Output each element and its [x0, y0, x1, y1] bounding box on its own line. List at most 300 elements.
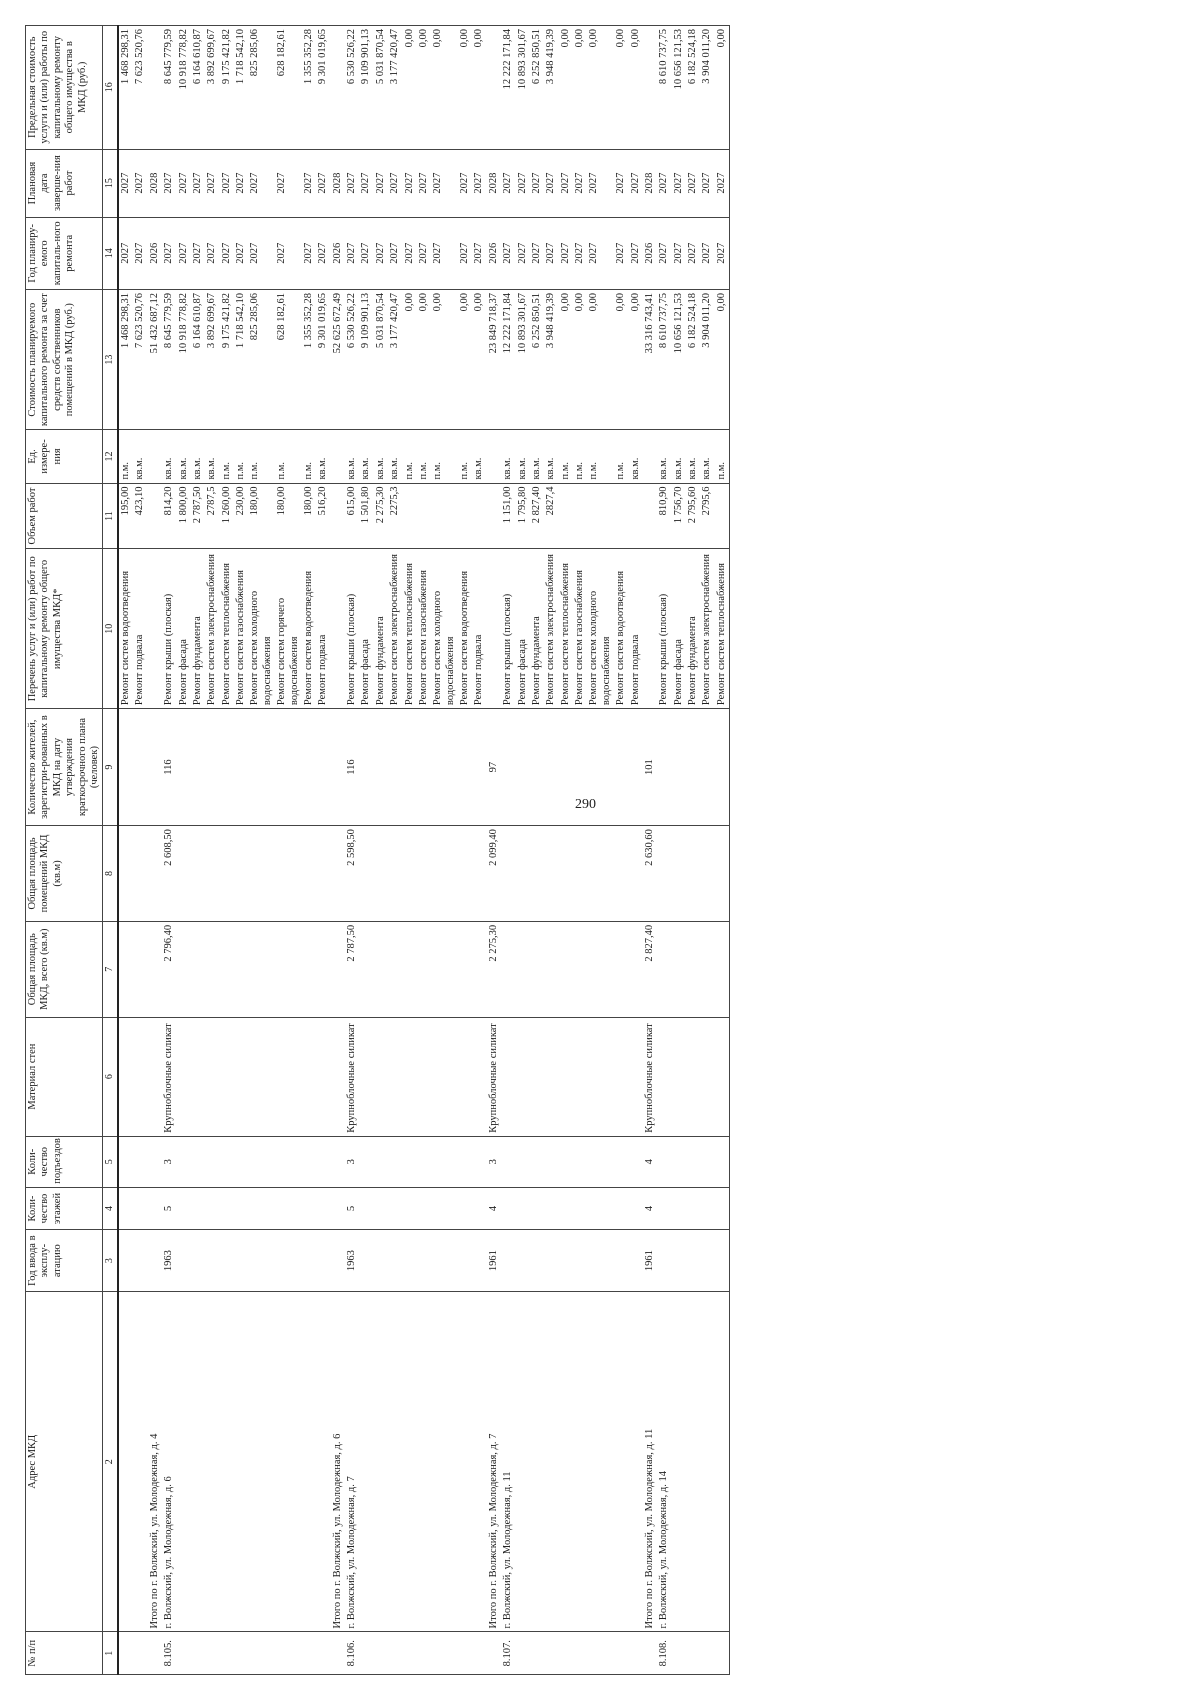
cell-max-cost: 0,00 — [559, 26, 573, 150]
cell-floors — [629, 1187, 643, 1230]
cell-completion-year: 2027 — [345, 149, 359, 217]
cell-max-cost: 6 252 850,51 — [530, 26, 544, 150]
cell-floors — [614, 1187, 628, 1230]
table-row — [458, 26, 472, 1675]
cell-floors — [516, 1187, 530, 1230]
cell-residents — [614, 709, 628, 826]
cell-premises-area: 2 598,50 — [345, 826, 359, 922]
cell-repair-year: 2027 — [501, 217, 515, 289]
cell-work-type: Ремонт систем теплоснабжения — [220, 549, 234, 709]
cell-premises-area — [302, 826, 316, 922]
cell-work-volume: 1 501,80 — [359, 483, 373, 549]
cell-residents — [316, 709, 330, 826]
cell-floors — [148, 1187, 162, 1230]
table-row — [302, 26, 316, 1675]
cell-entrances — [672, 1136, 686, 1187]
cell-work-volume: 2787,5 — [205, 483, 219, 549]
cell-work-volume: 2 827,40 — [530, 483, 544, 549]
cell-repair-year: 2027 — [359, 217, 373, 289]
cell-address — [472, 1292, 486, 1632]
cell-unit: кв.м. — [177, 430, 191, 483]
cell-unit: кв.м. — [472, 430, 486, 483]
cell-planned-cost: 9 301 019,65 — [316, 289, 330, 429]
cell-total-area — [148, 921, 162, 1017]
col-header-12: Ед. измере-ния — [26, 430, 103, 483]
table-row — [388, 26, 402, 1675]
cell-repair-year: 2027 — [657, 217, 671, 289]
cell-unit: кв.м. — [530, 430, 544, 483]
cell-work-volume — [487, 483, 501, 549]
cell-work-type: Ремонт фундамента — [686, 549, 700, 709]
cell-address — [133, 1292, 147, 1632]
cell-address — [516, 1292, 530, 1632]
cell-premises-area — [388, 826, 402, 922]
cell-completion-year: 2028 — [487, 149, 501, 217]
cell-wall-material — [544, 1017, 558, 1136]
cell-completion-year: 2027 — [657, 149, 671, 217]
cell-floors — [417, 1187, 431, 1230]
cell-wall-material — [501, 1017, 515, 1136]
cell-max-cost: 5 031 870,54 — [374, 26, 388, 150]
cell-completion-year: 2027 — [417, 149, 431, 217]
cell-max-cost: 12 222 171,84 — [501, 26, 515, 150]
cell-premises-area — [559, 826, 573, 922]
cell-entrances — [359, 1136, 373, 1187]
cell-work-type: Ремонт фасада — [177, 549, 191, 709]
cell-work-type: Ремонт систем электроснабжения — [544, 549, 558, 709]
cell-repair-year: 2027 — [248, 217, 275, 289]
cell-address — [388, 1292, 402, 1632]
cell-planned-cost: 1 718 542,10 — [234, 289, 248, 429]
cell-floors — [657, 1187, 671, 1230]
cell-planned-cost: 0,00 — [559, 289, 573, 429]
col-number: 11 — [103, 483, 118, 549]
cell-floors — [302, 1187, 316, 1230]
cell-row-number — [302, 1632, 316, 1675]
cell-completion-year: 2027 — [614, 149, 628, 217]
cell-total-area — [302, 921, 316, 1017]
table-row — [248, 26, 275, 1675]
cell-repair-year: 2027 — [177, 217, 191, 289]
cell-premises-area — [191, 826, 205, 922]
cell-residents — [205, 709, 219, 826]
cell-year-built: 1961 — [643, 1230, 657, 1292]
cell-address — [417, 1292, 431, 1632]
cell-year-built — [302, 1230, 316, 1292]
cell-planned-cost: 6 530 526,22 — [345, 289, 359, 429]
cell-year-built — [686, 1230, 700, 1292]
cell-entrances — [530, 1136, 544, 1187]
column-number-row — [103, 26, 118, 1675]
cell-entrances — [501, 1136, 515, 1187]
cell-unit: п.м. — [587, 430, 614, 483]
cell-total-area — [458, 921, 472, 1017]
cell-entrances — [657, 1136, 671, 1187]
cell-work-volume — [573, 483, 587, 549]
cell-max-cost: 8 610 737,75 — [657, 26, 671, 150]
cell-completion-year: 2027 — [248, 149, 275, 217]
cell-premises-area — [374, 826, 388, 922]
cell-planned-cost: 7 623 520,76 — [133, 289, 147, 429]
cell-entrances — [148, 1136, 162, 1187]
cell-entrances — [516, 1136, 530, 1187]
cell-row-number — [643, 1632, 657, 1675]
cell-max-cost: 3 892 699,67 — [205, 26, 219, 150]
cell-floors — [316, 1187, 330, 1230]
col-header-5: Коли-чество подъездов — [26, 1136, 103, 1187]
cell-work-type — [487, 549, 501, 709]
cell-work-volume: 2 795,60 — [686, 483, 700, 549]
cell-entrances — [559, 1136, 573, 1187]
cell-row-number: 8.105. — [162, 1632, 176, 1675]
cell-row-number — [516, 1632, 530, 1675]
cell-unit: кв.м. — [374, 430, 388, 483]
cell-work-type: Ремонт систем водоотведения — [302, 549, 316, 709]
cell-year-built — [672, 1230, 686, 1292]
cell-residents: 101 — [643, 709, 657, 826]
cell-wall-material: Крупноблочные силикат — [487, 1017, 501, 1136]
cell-premises-area — [530, 826, 544, 922]
cell-year-built — [516, 1230, 530, 1292]
cell-premises-area — [629, 826, 643, 922]
cell-completion-year: 2027 — [559, 149, 573, 217]
cell-floors — [331, 1187, 345, 1230]
table-body — [118, 26, 730, 1675]
cell-row-number — [316, 1632, 330, 1675]
cell-max-cost: 0,00 — [629, 26, 643, 150]
cell-entrances — [544, 1136, 558, 1187]
cell-completion-year: 2027 — [686, 149, 700, 217]
cell-wall-material: Крупноблочные силикат — [643, 1017, 657, 1136]
cell-row-number — [118, 1632, 133, 1675]
cell-year-built — [530, 1230, 544, 1292]
cell-floors — [359, 1187, 373, 1230]
cell-total-area — [501, 921, 515, 1017]
cell-address: г. Волжский, ул. Молодежная, д. 14 — [657, 1292, 671, 1632]
table-row — [530, 26, 544, 1675]
cell-total-area — [403, 921, 417, 1017]
cell-year-built — [205, 1230, 219, 1292]
cell-unit: кв.м. — [191, 430, 205, 483]
cell-work-type: Ремонт фундамента — [191, 549, 205, 709]
cell-residents — [559, 709, 573, 826]
col-number: 6 — [103, 1017, 118, 1136]
table-row — [587, 26, 614, 1675]
cell-repair-year: 2027 — [220, 217, 234, 289]
cell-year-built — [177, 1230, 191, 1292]
cell-entrances — [302, 1136, 316, 1187]
cell-work-volume: 1 260,00 — [220, 483, 234, 549]
cell-repair-year: 2027 — [275, 217, 302, 289]
cell-residents: 116 — [162, 709, 176, 826]
cell-repair-year: 2027 — [715, 217, 730, 289]
cell-work-volume: 1 756,70 — [672, 483, 686, 549]
cell-floors: 5 — [345, 1187, 359, 1230]
cell-entrances — [629, 1136, 643, 1187]
cell-work-type: Ремонт систем горячего водоснабжения — [275, 549, 302, 709]
cell-address: г. Волжский, ул. Молодежная, д. 11 — [501, 1292, 515, 1632]
cell-premises-area — [501, 826, 515, 922]
cell-premises-area — [657, 826, 671, 922]
cell-wall-material — [316, 1017, 330, 1136]
col-number: 8 — [103, 826, 118, 922]
cell-entrances — [417, 1136, 431, 1187]
table-row — [672, 26, 686, 1675]
cell-address — [587, 1292, 614, 1632]
cell-repair-year: 2027 — [516, 217, 530, 289]
col-header-1: № п/п — [26, 1632, 103, 1675]
cell-wall-material — [417, 1017, 431, 1136]
cell-repair-year: 2026 — [487, 217, 501, 289]
cell-repair-year: 2027 — [118, 217, 133, 289]
cell-unit: п.м. — [234, 430, 248, 483]
cell-total-area: 2 275,30 — [487, 921, 501, 1017]
cell-address — [530, 1292, 544, 1632]
cell-address: Итого по г. Волжский, ул. Молодежная, д. 4 — [148, 1292, 162, 1632]
cell-year-built — [133, 1230, 147, 1292]
total-row — [331, 26, 345, 1675]
cell-planned-cost: 0,00 — [472, 289, 486, 429]
cell-total-area — [657, 921, 671, 1017]
cell-wall-material — [148, 1017, 162, 1136]
cell-residents — [700, 709, 714, 826]
cell-wall-material: Крупноблочные силикат — [345, 1017, 359, 1136]
table-row — [700, 26, 714, 1675]
table-row — [657, 26, 671, 1675]
cell-year-built — [316, 1230, 330, 1292]
cell-address — [359, 1292, 373, 1632]
cell-work-volume: 814,20 — [162, 483, 176, 549]
cell-max-cost: 3 904 011,20 — [700, 26, 714, 150]
cell-planned-cost: 5 031 870,54 — [374, 289, 388, 429]
cell-floors — [587, 1187, 614, 1230]
cell-address: Итого по г. Волжский, ул. Молодежная, д. 7 — [487, 1292, 501, 1632]
cell-residents — [458, 709, 472, 826]
cell-entrances — [388, 1136, 402, 1187]
cell-row-number — [331, 1632, 345, 1675]
cell-wall-material — [177, 1017, 191, 1136]
col-header-13: Стоимость планируемого капитального ремонта за счет средств собственников помещений в МКД (руб.) — [26, 289, 103, 429]
cell-work-volume — [559, 483, 573, 549]
cell-planned-cost: 33 316 743,41 — [643, 289, 657, 429]
cell-work-type: Ремонт подвала — [133, 549, 147, 709]
cell-completion-year: 2027 — [458, 149, 472, 217]
cell-floors — [234, 1187, 248, 1230]
cell-year-built — [587, 1230, 614, 1292]
cell-unit: п.м. — [614, 430, 628, 483]
cell-premises-area — [431, 826, 458, 922]
cell-total-area — [544, 921, 558, 1017]
cell-year-built: 1963 — [345, 1230, 359, 1292]
col-header-16: Предельная стоимость услуги и (или) работы по капитальному ремонту общего имущества в МКД (руб.) — [26, 26, 103, 150]
cell-repair-year: 2027 — [431, 217, 458, 289]
cell-residents — [530, 709, 544, 826]
cell-entrances — [234, 1136, 248, 1187]
cell-entrances — [133, 1136, 147, 1187]
cell-planned-cost: 8 645 779,59 — [162, 289, 176, 429]
cell-work-type: Ремонт фасада — [359, 549, 373, 709]
cell-premises-area — [205, 826, 219, 922]
cell-work-type: Ремонт фасада — [672, 549, 686, 709]
col-number: 16 — [103, 26, 118, 150]
cell-work-volume: 180,00 — [275, 483, 302, 549]
cell-repair-year: 2027 — [686, 217, 700, 289]
cell-floors — [559, 1187, 573, 1230]
cell-completion-year: 2027 — [359, 149, 373, 217]
cell-planned-cost: 3 904 011,20 — [700, 289, 714, 429]
cell-work-type: Ремонт систем теплоснабжения — [559, 549, 573, 709]
cell-floors — [501, 1187, 515, 1230]
table-row — [177, 26, 191, 1675]
cell-premises-area — [148, 826, 162, 922]
cell-premises-area: 2 608,50 — [162, 826, 176, 922]
cell-planned-cost: 6 164 610,87 — [191, 289, 205, 429]
cell-year-built — [374, 1230, 388, 1292]
cell-completion-year: 2027 — [516, 149, 530, 217]
cell-total-area — [234, 921, 248, 1017]
cell-planned-cost: 0,00 — [417, 289, 431, 429]
cell-year-built — [191, 1230, 205, 1292]
cell-completion-year: 2027 — [302, 149, 316, 217]
cell-address: Итого по г. Волжский, ул. Молодежная, д. 6 — [331, 1292, 345, 1632]
cell-planned-cost: 0,00 — [614, 289, 628, 429]
cell-total-area — [431, 921, 458, 1017]
cell-max-cost: 9 301 019,65 — [316, 26, 330, 150]
cell-work-type: Ремонт фундамента — [374, 549, 388, 709]
cell-premises-area — [248, 826, 275, 922]
cell-work-volume: 516,20 — [316, 483, 330, 549]
cell-residents — [331, 709, 345, 826]
col-number: 15 — [103, 149, 118, 217]
cell-total-area — [587, 921, 614, 1017]
cell-year-built — [118, 1230, 133, 1292]
total-row — [487, 26, 501, 1675]
cell-planned-cost: 8 610 737,75 — [657, 289, 671, 429]
cell-planned-cost: 825 285,06 — [248, 289, 275, 429]
cell-work-type — [643, 549, 657, 709]
cell-unit: п.м. — [302, 430, 316, 483]
cell-wall-material — [118, 1017, 133, 1136]
cell-row-number — [148, 1632, 162, 1675]
cell-max-cost: 1 718 542,10 — [234, 26, 248, 150]
cell-unit: кв.м. — [205, 430, 219, 483]
cell-max-cost: 7 623 520,76 — [133, 26, 147, 150]
cell-residents — [403, 709, 417, 826]
table-row — [559, 26, 573, 1675]
cell-completion-year: 2027 — [629, 149, 643, 217]
cell-address — [275, 1292, 302, 1632]
cell-work-type: Ремонт систем газоснабжения — [234, 549, 248, 709]
cell-total-area — [516, 921, 530, 1017]
cell-work-volume — [472, 483, 486, 549]
cell-unit: кв.м. — [316, 430, 330, 483]
cell-entrances: 3 — [162, 1136, 176, 1187]
table-row — [501, 26, 515, 1675]
cell-repair-year: 2027 — [544, 217, 558, 289]
cell-entrances — [715, 1136, 730, 1187]
cell-work-volume: 810,90 — [657, 483, 671, 549]
cell-work-volume — [148, 483, 162, 549]
cell-residents — [629, 709, 643, 826]
cell-repair-year: 2027 — [672, 217, 686, 289]
cell-unit — [148, 430, 162, 483]
cell-work-type: Ремонт систем газоснабжения — [573, 549, 587, 709]
cell-planned-cost: 628 182,61 — [275, 289, 302, 429]
cell-entrances — [316, 1136, 330, 1187]
cell-premises-area — [275, 826, 302, 922]
cell-unit: кв.м. — [544, 430, 558, 483]
cell-wall-material — [530, 1017, 544, 1136]
cell-residents — [148, 709, 162, 826]
cell-work-volume: 423,10 — [133, 483, 147, 549]
cell-residents: 97 — [487, 709, 501, 826]
cell-work-type — [331, 549, 345, 709]
cell-unit: кв.м. — [359, 430, 373, 483]
cell-work-type: Ремонт систем теплоснабжения — [403, 549, 417, 709]
cell-work-volume — [587, 483, 614, 549]
cell-address — [177, 1292, 191, 1632]
cell-floors — [458, 1187, 472, 1230]
cell-row-number — [417, 1632, 431, 1675]
cell-address — [205, 1292, 219, 1632]
cell-row-number — [205, 1632, 219, 1675]
cell-repair-year: 2027 — [162, 217, 176, 289]
table-row — [133, 26, 147, 1675]
cell-repair-year: 2026 — [643, 217, 657, 289]
cell-residents: 116 — [345, 709, 359, 826]
cell-work-type: Ремонт крыши (плоская) — [657, 549, 671, 709]
cell-year-built — [403, 1230, 417, 1292]
cell-wall-material — [559, 1017, 573, 1136]
cell-completion-year: 2027 — [316, 149, 330, 217]
capital-repair-table — [25, 25, 730, 1675]
table-row — [544, 26, 558, 1675]
cell-completion-year: 2028 — [148, 149, 162, 217]
cell-row-number — [248, 1632, 275, 1675]
cell-max-cost: 1 468 298,31 — [118, 26, 133, 150]
cell-work-type — [148, 549, 162, 709]
cell-address — [715, 1292, 730, 1632]
cell-max-cost: 1 355 352,28 — [302, 26, 316, 150]
cell-unit: кв.м. — [629, 430, 643, 483]
cell-work-volume: 2275,3 — [388, 483, 402, 549]
cell-planned-cost: 9 175 421,82 — [220, 289, 234, 429]
col-header-15: Плановая дата заверше-ния работ — [26, 149, 103, 217]
cell-planned-cost: 1 355 352,28 — [302, 289, 316, 429]
cell-completion-year: 2027 — [234, 149, 248, 217]
cell-floors — [388, 1187, 402, 1230]
cell-total-area — [700, 921, 714, 1017]
cell-work-type: Ремонт систем водоотведения — [614, 549, 628, 709]
cell-work-volume: 180,00 — [248, 483, 275, 549]
cell-row-number — [403, 1632, 417, 1675]
cell-entrances — [275, 1136, 302, 1187]
cell-work-type: Ремонт систем холодного водоснабжения — [248, 549, 275, 709]
cell-planned-cost: 3 892 699,67 — [205, 289, 219, 429]
cell-wall-material — [629, 1017, 643, 1136]
cell-entrances — [431, 1136, 458, 1187]
cell-total-area — [715, 921, 730, 1017]
cell-completion-year: 2027 — [191, 149, 205, 217]
cell-completion-year: 2027 — [715, 149, 730, 217]
cell-work-type: Ремонт систем водоотведения — [118, 549, 133, 709]
cell-entrances — [220, 1136, 234, 1187]
cell-work-volume: 2 787,50 — [191, 483, 205, 549]
cell-year-built — [458, 1230, 472, 1292]
cell-wall-material — [133, 1017, 147, 1136]
cell-unit: п.м. — [248, 430, 275, 483]
cell-year-built — [559, 1230, 573, 1292]
